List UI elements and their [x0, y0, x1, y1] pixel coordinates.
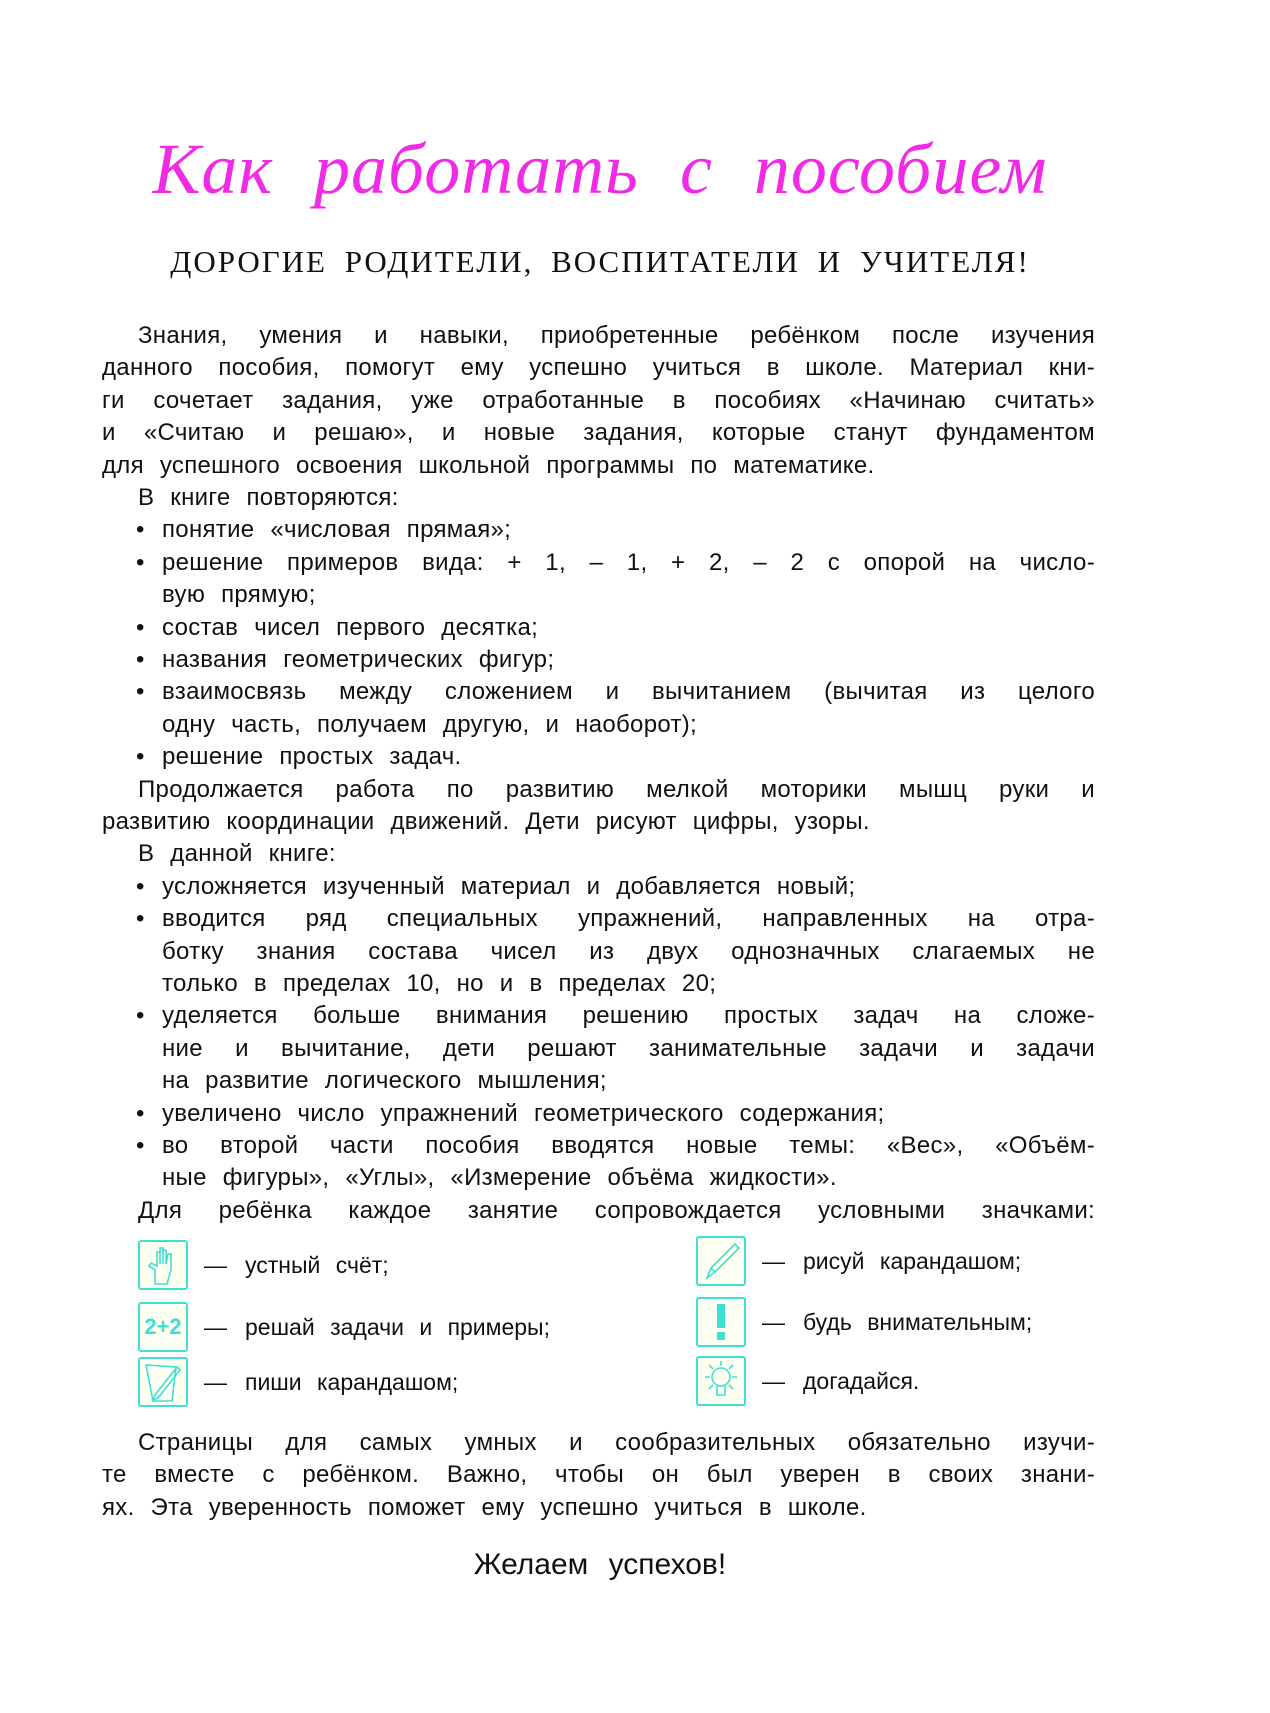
- bullet-item: состав чисел первого десятка;: [162, 613, 539, 641]
- draw-pencil-icon: [696, 1236, 746, 1286]
- bullet-marker: •: [136, 646, 145, 673]
- text-line: развитию координации движений. Дети рисуют цифры, узоры.: [102, 808, 870, 835]
- legend-label: догадайся.: [803, 1367, 920, 1394]
- text-line: ги сочетает задания, уже отработанные в пособиях «Начинаю считать»: [102, 386, 1095, 414]
- text-line: и «Считаю и решаю», и новые задания, которые станут фундаментом: [102, 419, 1095, 447]
- bullet-marker: •: [136, 872, 145, 900]
- hand-counting-icon: [138, 1240, 188, 1290]
- text-line: В книге повторяются:: [138, 484, 399, 511]
- bullet-item: решение простых задач.: [162, 743, 462, 771]
- dash: —: [762, 1247, 785, 1274]
- legend-label: пиши карандашом;: [245, 1368, 459, 1395]
- text-line: те вместе с ребёнком. Важно, чтобы он был уверен в своих знани-: [102, 1461, 1095, 1489]
- text-line: В данной книге:: [138, 840, 336, 868]
- exclamation-icon: [696, 1297, 746, 1347]
- bullet-marker: •: [136, 1099, 145, 1127]
- legend-label: будь внимательным;: [803, 1308, 1033, 1335]
- bullet-marker: •: [136, 516, 145, 544]
- closing-wish: Желаем успехов!: [473, 1548, 727, 1581]
- bullet-marker: •: [136, 743, 145, 771]
- legend-label: решай задачи и примеры;: [245, 1313, 550, 1340]
- text-line: Знания, умения и навыки, приобретенные ребёнком после изучения: [138, 322, 1095, 349]
- text-line: ные фигуры», «Углы», «Измерение объёма жидкости».: [162, 1164, 837, 1192]
- bullet-item: во второй части пособия вводятся новые темы: «Вес», «Объём-: [162, 1132, 1095, 1159]
- 2-plus-2-icon: 2+2: [138, 1302, 188, 1352]
- bullet-item: уделяется больше внимания решению простых задач на сложе-: [162, 1002, 1095, 1030]
- text-line: Для ребёнка каждое занятие сопровождается условными значками:: [138, 1196, 1095, 1224]
- text-line: ях. Эта уверенность поможет ему успешно учиться в школе.: [102, 1493, 867, 1521]
- greeting-heading: ДОРОГИЕ РОДИТЕЛИ, ВОСПИТАТЕЛИ И УЧИТЕЛЯ!: [170, 244, 1030, 279]
- bullet-marker: •: [136, 613, 145, 641]
- legend-item: [696, 1356, 919, 1406]
- lightbulb-icon: [696, 1356, 746, 1406]
- bullet-item: названия геометрических фигур;: [162, 646, 555, 673]
- legend-item: [138, 1240, 389, 1290]
- bullet-item: взаимосвязь между сложением и вычитанием (вычитая из целого: [162, 678, 1095, 706]
- bullet-item: понятие «числовая прямая»;: [162, 516, 512, 544]
- bullet-marker: •: [136, 1132, 145, 1159]
- text-line: ботку знания состава чисел из двух однозначных слагаемых не: [162, 937, 1095, 965]
- legend-item: [138, 1357, 458, 1407]
- bullet-marker: •: [136, 1002, 145, 1030]
- legend-item: [696, 1236, 1021, 1286]
- page-title: Как работать с пособием: [152, 129, 1048, 209]
- text-line: одну часть, получаем другую, и наоборот);: [162, 710, 698, 738]
- dash: —: [204, 1368, 227, 1395]
- legend-label: устный счёт;: [245, 1251, 389, 1278]
- text-line: данного пособия, помогут ему успешно учиться в школе. Материал кни-: [102, 354, 1095, 382]
- text-line: вую прямую;: [162, 581, 316, 609]
- bullet-item: увеличено число упражнений геометрического содержания;: [162, 1099, 885, 1127]
- text-line: только в пределах 10, но и в пределах 20;: [162, 970, 717, 997]
- text-line: ние и вычитание, дети решают занимательные задачи и задачи: [162, 1034, 1095, 1062]
- bullet-item: вводится ряд специальных упражнений, направленных на отра-: [162, 905, 1095, 933]
- text-line: Продолжается работа по развитию мелкой моторики мышц руки и: [138, 775, 1095, 803]
- dash: —: [762, 1367, 785, 1394]
- bullet-marker: •: [136, 548, 145, 576]
- dash: —: [762, 1308, 785, 1335]
- legend-label: рисуй карандашом;: [803, 1247, 1022, 1274]
- legend-item: [696, 1297, 1032, 1347]
- text-line: на развитие логического мышления;: [162, 1067, 607, 1095]
- dash: —: [204, 1251, 227, 1278]
- bullet-item: решение примеров вида: + 1, – 1, + 2, – 2 с опорой на число-: [162, 548, 1095, 576]
- text-line: для успешного освоения школьной программы по математике.: [102, 451, 875, 479]
- text-line: Страницы для самых умных и сообразительных обязательно изучи-: [138, 1429, 1095, 1456]
- bullet-marker: •: [136, 905, 145, 933]
- bullet-item: усложняется изученный материал и добавляется новый;: [162, 872, 856, 900]
- write-pencil-icon: [138, 1357, 188, 1407]
- legend-item: [138, 1302, 550, 1352]
- dash: —: [204, 1313, 227, 1340]
- bullet-marker: •: [136, 678, 145, 706]
